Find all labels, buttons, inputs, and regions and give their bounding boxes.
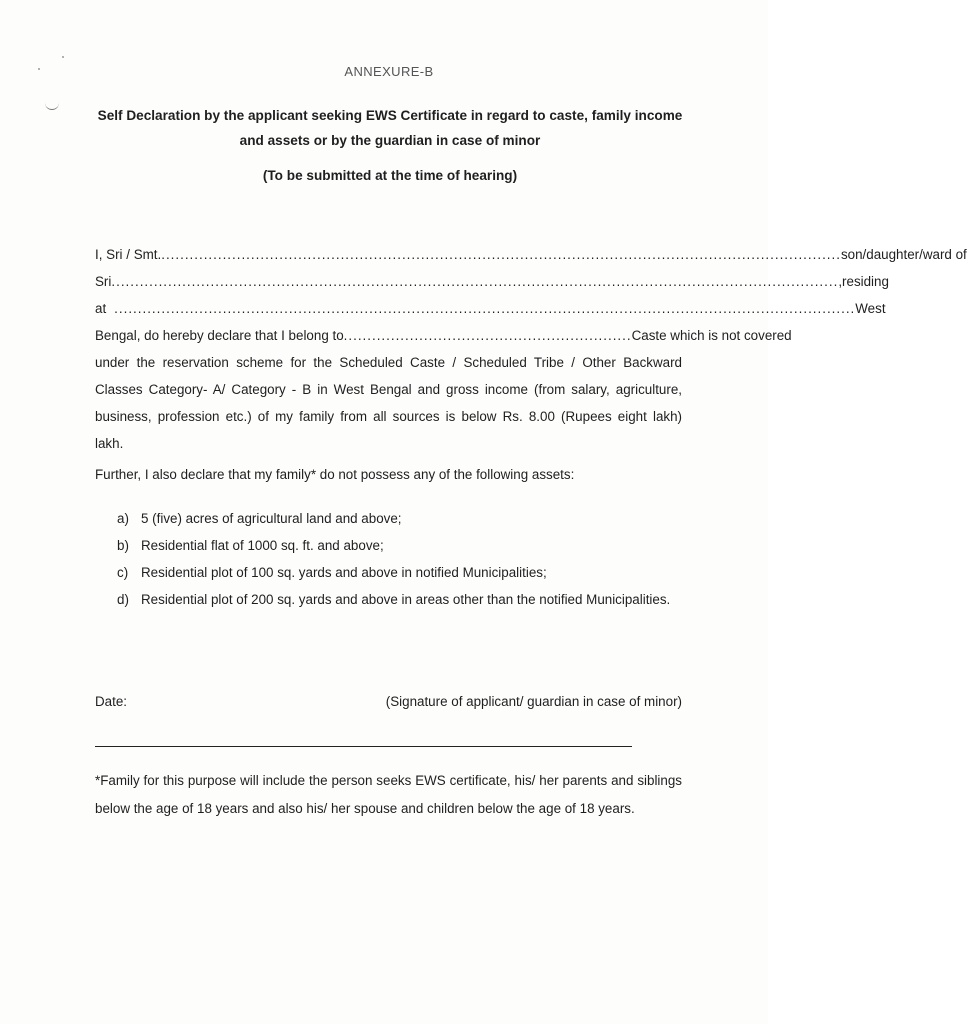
dotted-fill: ................................................................................................................................................ <box>161 247 841 262</box>
pen-mark <box>45 99 59 110</box>
guardian-field-label: Sri <box>95 274 112 289</box>
list-marker: b) <box>117 538 129 553</box>
list-item-text: Residential plot of 100 sq. yards and above in notified Municipalities; <box>141 565 547 580</box>
residing-label: ,residing <box>838 274 889 289</box>
address-field-label: at <box>95 301 107 316</box>
scan-speck <box>62 56 64 58</box>
declaration-line <box>95 295 886 322</box>
list-item <box>95 532 682 559</box>
list-item-text: 5 (five) acres of agricultural land and above; <box>141 511 402 526</box>
name-field-label: I, Sri / Smt. <box>95 247 162 262</box>
list-marker: a) <box>117 511 129 526</box>
list-item <box>95 505 682 532</box>
declaration-line <box>95 241 967 268</box>
dotted-fill: .......................................................................................................................................................... <box>111 274 839 289</box>
declaration-line <box>95 322 792 349</box>
signature-label: (Signature of applicant/ guardian in case of minor) <box>385 694 682 709</box>
caste-field-label: Bengal, do hereby declare that I belong to <box>95 328 344 343</box>
list-marker: c) <box>117 565 129 580</box>
document-title <box>90 103 690 153</box>
assets-intro: Further, I also declare that my family* do not possess any of the following assets: <box>95 467 575 482</box>
declaration-paragraph <box>95 241 967 457</box>
dotted-fill: ............................................................. <box>343 328 632 343</box>
annexure-label: ANNEXURE-B <box>344 64 434 79</box>
list-item <box>95 559 682 586</box>
caste-statement: Caste which is not covered <box>631 328 792 343</box>
state-label: West <box>855 301 886 316</box>
declaration-line: lakh. <box>95 436 124 451</box>
signature-row <box>95 694 682 709</box>
title-line: and assets or by the guardian in case of minor <box>239 133 541 148</box>
dotted-fill: ............................................................................................................................................................. <box>114 301 856 316</box>
declaration-line: Classes Category- A/ Category - B in West Bengal and gross income (from salary, agriculture, <box>95 382 682 397</box>
list-marker: d) <box>117 592 129 607</box>
declaration-line: under the reservation scheme for the Scheduled Caste / Scheduled Tribe / Other Backward <box>95 355 682 370</box>
list-item-text: Residential plot of 200 sq. yards and above in areas other than the notified Municipalities. <box>141 592 671 607</box>
declaration-line: business, profession etc.) of my family from all sources is below Rs. 8.00 (Rupees eight lakh) <box>95 409 682 424</box>
title-line: Self Declaration by the applicant seeking EWS Certificate in regard to caste, family income <box>97 108 683 123</box>
document-subtitle: (To be submitted at the time of hearing) <box>262 168 518 183</box>
list-item <box>95 586 682 613</box>
relation-label: son/daughter/ward of <box>840 247 967 262</box>
declaration-line <box>95 268 889 295</box>
date-label: Date: <box>95 694 128 709</box>
assets-list <box>95 505 682 613</box>
list-item-text: Residential flat of 1000 sq. ft. and above; <box>141 538 384 553</box>
divider <box>95 746 632 747</box>
family-footnote: *Family for this purpose will include the person seeks EWS certificate, his/ her parents and siblings below the age of 18 years and also his/ her spouse and children below the age of 18 years. <box>95 773 682 816</box>
